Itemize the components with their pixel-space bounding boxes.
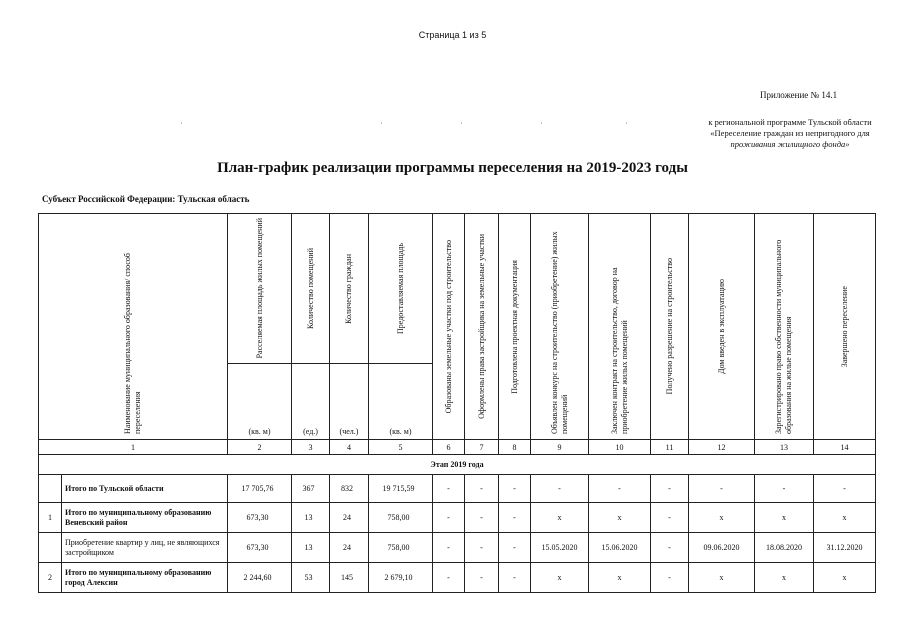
program-line-2: «Переселение граждан из непригодного для (710, 128, 870, 138)
table-cell: 13 (292, 503, 330, 533)
table-cell: 19 715,59 (369, 475, 433, 503)
table-cell: x (755, 503, 814, 533)
row-name: Итого по муниципальному образованию Веневский район (62, 503, 228, 533)
appendix-label: Приложение № 14.1 (760, 90, 838, 100)
header-land-plots: Образованы земельные участки под строительство (443, 239, 453, 414)
table-cell: - (651, 533, 689, 563)
table-cell: 17 705,76 (228, 475, 292, 503)
header-cell (755, 214, 814, 440)
table-cell: 832 (330, 475, 369, 503)
table-cell: - (499, 563, 531, 593)
table-cell: - (465, 503, 499, 533)
table-cell: 145 (330, 563, 369, 593)
table-cell: 2 244,60 (228, 563, 292, 593)
header-developer-rights: Оформлены права застройщика на земельные участки (476, 234, 486, 419)
column-number-row (39, 440, 876, 455)
scan-dot: · (180, 119, 183, 128)
header-cell (228, 214, 292, 364)
table-cell: x (689, 503, 755, 533)
table-cell: 24 (330, 503, 369, 533)
table-row (39, 563, 876, 593)
scan-dot: · (380, 119, 383, 128)
table-cell: 09.06.2020 (689, 533, 755, 563)
unit-cell: (ед.) (292, 364, 330, 440)
col-number: 2 (228, 440, 292, 455)
table-cell: 13 (292, 533, 330, 563)
row-name: Итого по муниципальному образованию город Алексин (62, 563, 228, 593)
row-number: 2 (39, 563, 62, 593)
table-cell: x (531, 503, 589, 533)
header-cell (292, 214, 330, 364)
table-cell: 758,00 (369, 503, 433, 533)
header-contract: Заключен контракт на строительство, договор на приобретение жилых помещений (609, 267, 629, 434)
table-row (39, 475, 876, 503)
table-cell: - (651, 475, 689, 503)
table-cell: 15.05.2020 (531, 533, 589, 563)
table-cell: 18.08.2020 (755, 533, 814, 563)
table-cell: - (433, 503, 465, 533)
table-cell: 673,30 (228, 533, 292, 563)
header-area: Расселяемая площадь жилых помещений (254, 218, 264, 359)
table-cell: - (499, 533, 531, 563)
col-number: 14 (814, 440, 876, 455)
table-cell: - (651, 503, 689, 533)
unit-cell: (чел.) (330, 364, 369, 440)
header-project-docs: Подготовлена проектная документация (509, 259, 519, 394)
table-cell: - (814, 475, 876, 503)
header-cell (39, 214, 228, 440)
table-cell: x (531, 563, 589, 593)
header-cell (589, 214, 651, 440)
table-cell: 367 (292, 475, 330, 503)
table-cell: 673,30 (228, 503, 292, 533)
program-line-3: проживания жилищного фонда» (730, 139, 850, 149)
header-provided-area: Предоставляемая площадь (395, 242, 405, 335)
subject-label: Субъект Российской Федерации: Тульская область (42, 194, 250, 204)
table-cell: 31.12.2020 (814, 533, 876, 563)
header-cell (814, 214, 876, 440)
header-commissioned: Дом введен в эксплуатацию (716, 279, 726, 374)
header-cell (433, 214, 465, 440)
header-name: Наименование муниципального образования/ способ переселения (123, 252, 142, 434)
header-cell (689, 214, 755, 440)
col-number: 3 (292, 440, 330, 455)
stage-label: Этап 2019 года (39, 455, 876, 475)
col-number: 6 (433, 440, 465, 455)
table-cell: - (651, 563, 689, 593)
header-cell (531, 214, 589, 440)
table-row (39, 503, 876, 533)
col-number: 7 (465, 440, 499, 455)
table-cell: x (814, 563, 876, 593)
table-cell: 758,00 (369, 533, 433, 563)
page-number: Страница 1 из 5 (418, 30, 487, 40)
table-cell: x (689, 563, 755, 593)
scan-dot: · (625, 119, 628, 128)
program-reference (690, 117, 890, 150)
row-number (39, 533, 62, 563)
col-number: 5 (369, 440, 433, 455)
row-name: Итого по Тульской области (62, 475, 228, 503)
header-cell (369, 214, 433, 364)
table-cell: - (531, 475, 589, 503)
col-number: 8 (499, 440, 531, 455)
header-permit: Получено разрешение на строительство (664, 258, 674, 395)
header-rooms: Количество помещений (305, 248, 315, 329)
table-cell: x (814, 503, 876, 533)
header-cell (499, 214, 531, 440)
header-cell (330, 214, 369, 364)
col-number: 13 (755, 440, 814, 455)
header-row (39, 214, 876, 364)
header-citizens: Количество граждан (344, 253, 353, 324)
header-cell (651, 214, 689, 440)
col-number: 4 (330, 440, 369, 455)
header-tender: Объявлен конкурс на строительство (приобретение) жилых помещений (549, 231, 569, 434)
program-line-1: к региональной программе Тульской области (708, 117, 872, 127)
table-row (39, 533, 876, 563)
table-cell: 24 (330, 533, 369, 563)
table-cell: x (589, 503, 651, 533)
unit-cell: (кв. м) (228, 364, 292, 440)
col-number: 12 (689, 440, 755, 455)
scan-dot: · (460, 119, 463, 128)
col-number: 10 (589, 440, 651, 455)
row-name: Приобретение квартир у лиц, не являющихся застройщиком (62, 533, 228, 563)
table-cell: x (589, 563, 651, 593)
table-cell: 2 679,10 (369, 563, 433, 593)
table-cell: - (433, 533, 465, 563)
table-cell: - (433, 563, 465, 593)
stage-row (39, 455, 876, 475)
table-cell: - (465, 563, 499, 593)
table-cell: x (755, 563, 814, 593)
table-cell: - (465, 475, 499, 503)
data-rows (39, 475, 876, 593)
table-cell: 53 (292, 563, 330, 593)
scan-dot: · (540, 119, 543, 128)
header-resettlement-done: Завершено переселение (839, 285, 849, 368)
schedule-table (38, 213, 876, 593)
col-number: 1 (39, 440, 228, 455)
table-cell: - (465, 533, 499, 563)
header-cell (465, 214, 499, 440)
col-number: 9 (531, 440, 589, 455)
table-cell: 15.06.2020 (589, 533, 651, 563)
row-number (39, 475, 62, 503)
table-cell: - (433, 475, 465, 503)
table-cell: - (499, 503, 531, 533)
row-number: 1 (39, 503, 62, 533)
table-cell: - (589, 475, 651, 503)
table-cell: - (689, 475, 755, 503)
table-cell: - (755, 475, 814, 503)
unit-cell: (кв. м) (369, 364, 433, 440)
document-title: План-график реализации программы переселения на 2019-2023 годы (217, 160, 688, 176)
col-number: 11 (651, 440, 689, 455)
header-ownership: Зарегистрировано право собственности муниципального образования на жилые помещения (774, 239, 793, 434)
table-cell: - (499, 475, 531, 503)
